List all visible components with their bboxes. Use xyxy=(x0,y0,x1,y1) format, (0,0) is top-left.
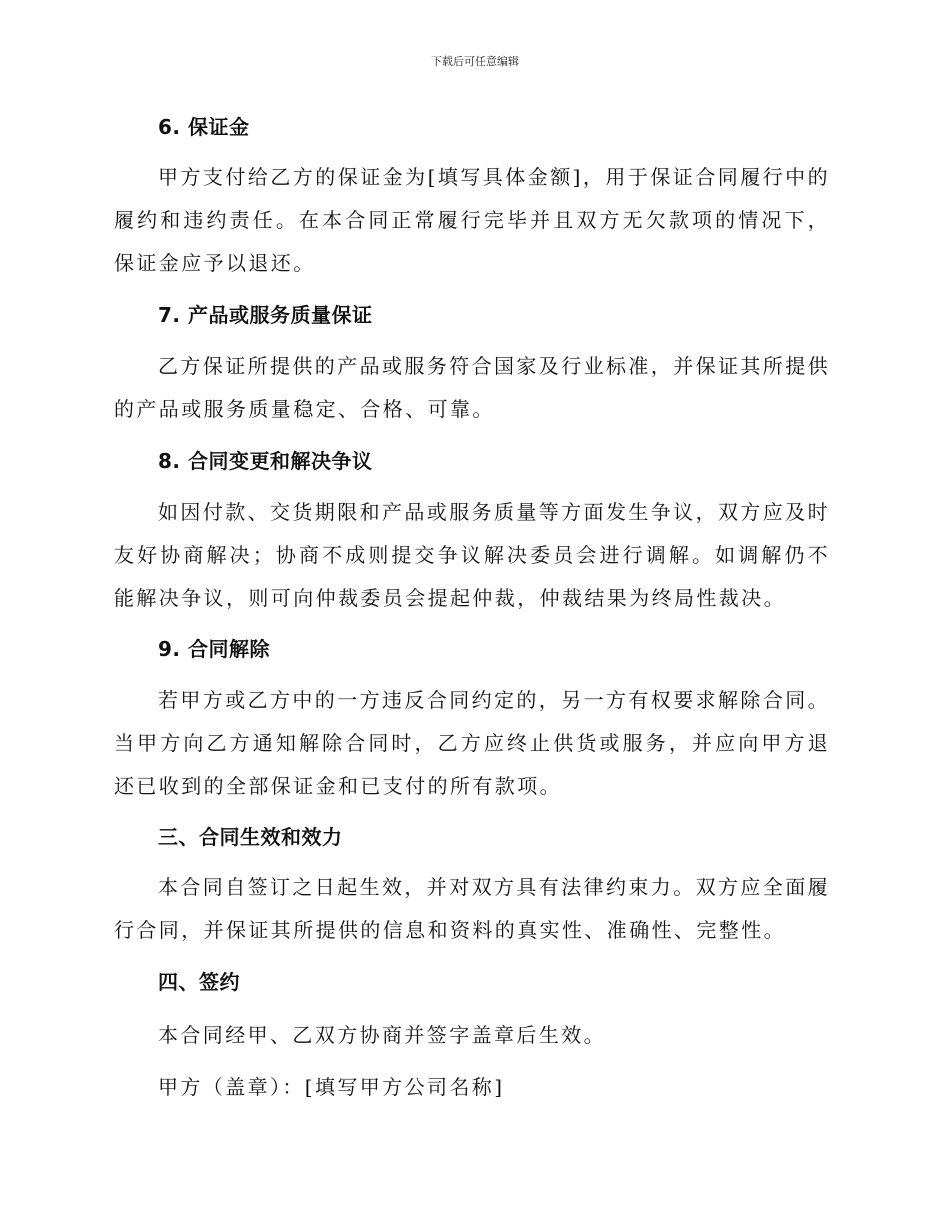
paragraph-dispute: 如因付款、交货期限和产品或服务质量等方面发生争议，双方应及时友好协商解决；协商不成则提交争议解决委员会进行调解。如调解仍不能解决争议，则可向仲裁委员会提起仲裁，仲裁结果为终局性裁决。 xyxy=(114,500,830,610)
page-header-note: 下载后可任意编辑 xyxy=(431,55,519,68)
paragraph-signing: 本合同经甲、乙双方协商并签字盖章后生效。 xyxy=(158,1023,606,1047)
paragraph-quality: 乙方保证所提供的产品或服务符合国家及行业标准，并保证其所提供的产品或服务质量稳定、合格、可靠。 xyxy=(114,354,830,421)
paragraph-effect: 本合同自签订之日起生效，并对双方具有法律约束力。双方应全面履行合同，并保证其所提供的信息和资料的真实性、准确性、完整性。 xyxy=(114,875,830,942)
section-heading-effect: 三、合同生效和效力 xyxy=(158,825,343,849)
paragraph-deposit: 甲方支付给乙方的保证金为[填写具体金额]，用于保证合同履行中的履约和违约责任。在本合同正常履行完毕并且双方无欠款项的情况下，保证金应予以退还。 xyxy=(114,165,830,275)
section-heading-deposit: 6. 保证金 xyxy=(158,115,250,139)
section-heading-dispute: 8. 合同变更和解决争议 xyxy=(158,449,373,473)
section-heading-signing: 四、签约 xyxy=(158,970,240,994)
section-heading-quality: 7. 产品或服务质量保证 xyxy=(158,303,373,327)
section-heading-termination: 9. 合同解除 xyxy=(158,637,270,661)
paragraph-termination: 若甲方或乙方中的一方违反合同约定的，另一方有权要求解除合同。当甲方向乙方通知解除合同时，乙方应终止供货或服务，并应向甲方退还已收到的全部保证金和已支付的所有款项。 xyxy=(114,688,830,798)
party-a-seal-line: 甲方（盖章）：[填写甲方公司名称] xyxy=(158,1075,505,1099)
